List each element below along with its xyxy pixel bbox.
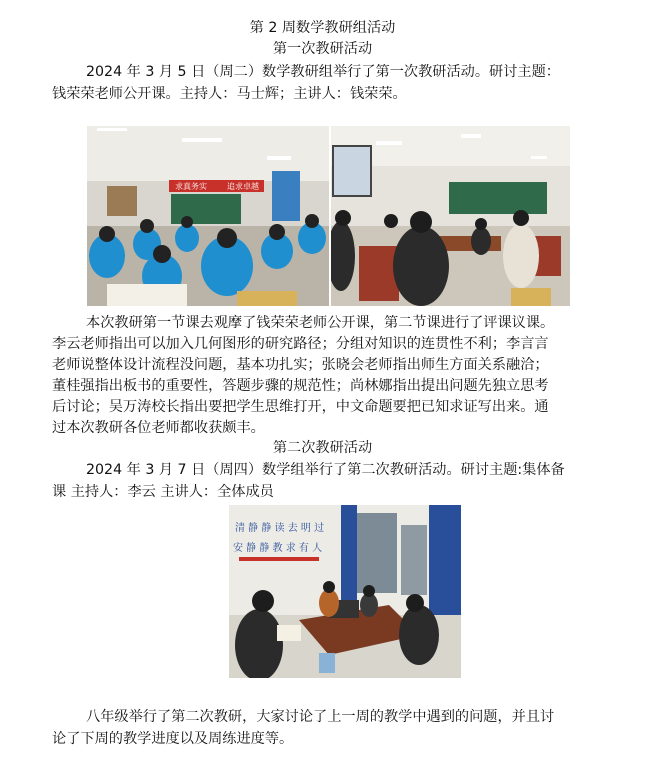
section1-summary-line1: 本次教研第一节课去观摩了钱荣荣老师公开课，第二节课进行了评课议课。 bbox=[86, 315, 555, 331]
section2-summary-line1: 八年级举行了第二次教研，大家讨论了上一周的教学中遇到的问题，并且讨 bbox=[86, 709, 555, 725]
banner-text-1: 求真务实 bbox=[175, 182, 207, 191]
banner-text-2: 追求卓越 bbox=[227, 182, 259, 191]
section1-summary-line2: 李云老师指出可以加入几何图形的研究路径；分组对知识的连贯性不利；李言言 bbox=[52, 336, 549, 352]
section1-summary-line5: 后讨论；吴万涛校长指出要把学生思维打开，中文命题要把已知求证写出来。通 bbox=[52, 399, 549, 415]
wall-slogan-2: 安 静 静 教 求 有 人 bbox=[233, 543, 323, 554]
section1-title: 第一次教研活动 bbox=[272, 41, 373, 57]
section1-summary-line3: 老师说整体设计流程没问题，基本功扎实；张晓会老师指出师生方面关系融洽； bbox=[52, 357, 549, 373]
section1-summary-line4: 董桂强指出板书的重要性，答题步骤的规范性；尚林娜指出提出问题先独立思考 bbox=[52, 378, 549, 394]
section2-intro-line1: 2024 年 3 月 7 日（周四）数学组举行了第二次教研活动。研讨主题:集体备 bbox=[86, 462, 565, 478]
section1-intro-line1: 2024 年 3 月 5 日（周二）数学教研组举行了第一次教研活动。研讨主题： bbox=[86, 64, 560, 80]
wall-slogan-1: 清 静 静 读 去 明 过 bbox=[235, 523, 325, 534]
section2-summary-line2: 论了下周的教学进度以及周练进度等。 bbox=[52, 731, 294, 747]
lesson-planning-photo bbox=[229, 505, 461, 678]
section2-title: 第二次教研活动 bbox=[272, 440, 373, 456]
teachers-observing-photo bbox=[331, 126, 570, 306]
section2-intro-line2: 课 主持人：李云 主讲人：全体成员 bbox=[52, 484, 274, 500]
classroom-students-photo bbox=[87, 126, 329, 306]
section1-summary-line6: 过本次教研各位老师都收获颇丰。 bbox=[52, 420, 265, 436]
page-title: 第 2 周数学教研组活动 bbox=[249, 20, 396, 36]
section1-intro-line2: 钱荣荣老师公开课。主持人：马士辉；主讲人：钱荣荣。 bbox=[52, 86, 407, 102]
